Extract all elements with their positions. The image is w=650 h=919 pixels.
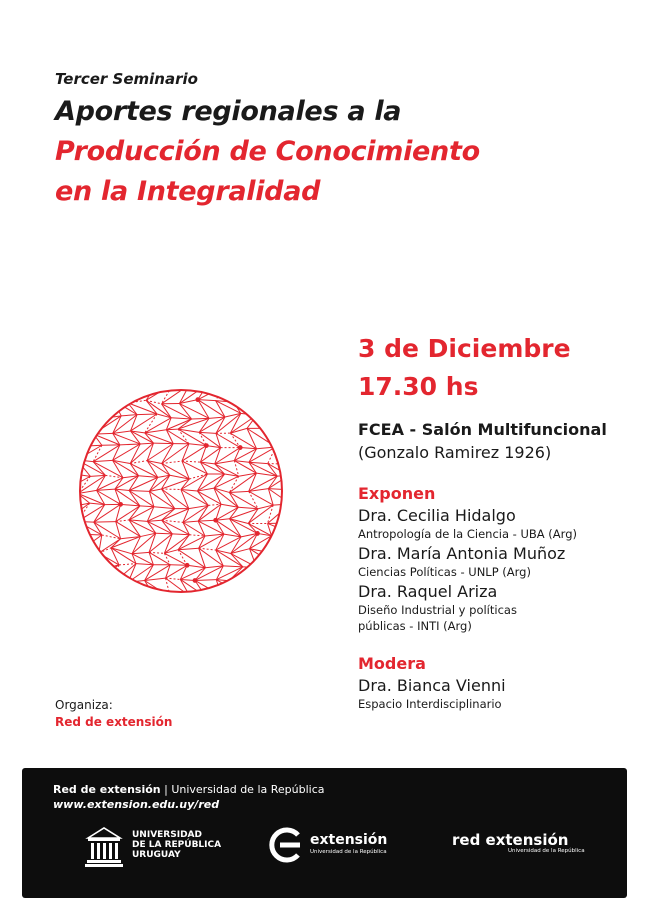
globe-mesh-line — [162, 489, 181, 490]
moderator-affiliation: Espacio Interdisciplinario — [358, 697, 502, 711]
globe-mesh-line — [129, 491, 140, 506]
globe-node — [204, 443, 209, 448]
globe-node — [118, 502, 123, 507]
globe-mesh-line — [113, 400, 128, 403]
globe-mesh-line — [249, 581, 272, 594]
globe-mesh-line — [86, 534, 102, 535]
globe-mesh-line — [120, 444, 140, 445]
globe-mesh-line — [94, 505, 105, 523]
globe-mesh-line — [166, 429, 178, 430]
seminar-title — [55, 92, 480, 212]
globe-mesh-line — [115, 582, 124, 594]
globe-mesh-line — [247, 400, 257, 416]
globe-mesh-line — [129, 491, 149, 492]
globe-mesh-line — [263, 428, 283, 433]
globe-mesh-line — [129, 507, 154, 520]
globe-mesh-line — [215, 464, 225, 474]
extension-logo — [268, 826, 398, 866]
globe-mesh-line — [273, 504, 284, 505]
speaker-affiliation-cont: públicas - INTI (Arg) — [358, 619, 472, 633]
globe-node — [185, 563, 190, 568]
udelar-line-3: URUGUAY — [132, 850, 181, 860]
globe-node — [193, 578, 198, 583]
globe-mesh-line — [182, 446, 206, 461]
globe-mesh-line — [113, 388, 139, 400]
globe-mesh-line — [181, 490, 208, 506]
red-extension-logo — [452, 831, 592, 861]
globe-mesh-line — [283, 464, 284, 475]
title-line-3: en la Integralidad — [55, 176, 321, 207]
extension-word: extensión — [310, 832, 388, 848]
globe-mesh-line — [147, 521, 172, 533]
globe-mesh-line — [257, 564, 275, 567]
globe-mesh-line — [267, 549, 280, 552]
globe-mesh-line — [197, 491, 208, 505]
moderator-heading: Modera — [358, 654, 426, 673]
globe-mesh-line — [229, 567, 256, 581]
globe-mesh-line — [267, 552, 274, 564]
globe-mesh-line — [229, 581, 240, 594]
globe-network-icon — [78, 388, 284, 594]
globe-mesh-line — [199, 432, 216, 433]
globe-mesh-line — [111, 548, 132, 554]
globe-mesh-line — [277, 475, 284, 476]
globe-mesh-line — [280, 549, 284, 565]
extension-subtitle: Universidad de la República — [310, 849, 387, 855]
footer-org — [53, 783, 325, 796]
globe-mesh-line — [247, 399, 266, 400]
footer-bar — [22, 768, 627, 898]
globe-mesh-line — [78, 503, 90, 507]
speaker-item — [358, 582, 638, 634]
globe-mesh-line — [94, 522, 116, 523]
speaker-item — [358, 544, 638, 580]
globe-node — [213, 518, 218, 523]
globe-mesh-line — [249, 581, 263, 582]
globe-mesh-line — [162, 444, 174, 464]
globe-mesh-line — [283, 523, 284, 533]
speaker-name: Dra. Raquel Ariza — [358, 582, 498, 601]
globe-mesh-line — [132, 552, 149, 553]
globe-mesh-line — [156, 533, 173, 534]
globe-mesh-line — [234, 400, 247, 403]
event-info — [358, 330, 638, 714]
organizer-label: Organiza: — [55, 698, 113, 712]
globe-mesh-line — [115, 582, 141, 594]
speaker-name: Dra. Cecilia Hidalgo — [358, 506, 516, 525]
globe-mesh-line — [221, 593, 240, 594]
speaker-name: Dra. María Antonia Muñoz — [358, 544, 566, 563]
globe-mesh-line — [162, 489, 175, 509]
organizer-block — [55, 697, 172, 731]
globe-mesh-line — [153, 443, 173, 444]
globe-mesh-line — [96, 568, 105, 579]
globe-mesh-line — [140, 443, 153, 444]
udelar-logo — [84, 824, 224, 870]
event-address: (Gonzalo Ramirez 1926) — [358, 443, 552, 462]
globe-mesh-line — [276, 445, 284, 447]
event-date: 3 de Diciembre — [358, 334, 571, 363]
globe-mesh-line — [137, 414, 157, 415]
footer-org-rest: | Universidad de la República — [160, 783, 325, 796]
globe-mesh-line — [90, 475, 105, 476]
globe-mesh-line — [140, 506, 154, 507]
globe-mesh-line — [86, 445, 102, 446]
globe-mesh-line — [162, 509, 175, 521]
globe-mesh-line — [179, 404, 191, 419]
globe-mesh-line — [283, 463, 284, 464]
globe-mesh-line — [268, 489, 282, 490]
globe-mesh-line — [223, 566, 243, 567]
globe-mesh-line — [170, 565, 187, 566]
red-extension-word: red extensión — [452, 831, 569, 849]
globe-mesh-line — [283, 504, 284, 523]
globe-mesh-line — [229, 581, 257, 594]
globe-mesh-line — [198, 400, 216, 401]
speaker-affiliation: Diseño Industrial y políticas — [358, 603, 517, 617]
speaker-affiliation: Antropología de la Ciencia - UBA (Arg) — [358, 527, 577, 541]
speaker-item — [358, 506, 638, 542]
seminar-kicker: Tercer Seminario — [55, 70, 198, 88]
globe-mesh-line — [230, 433, 240, 447]
globe-mesh-line — [178, 429, 189, 444]
moderator-name: Dra. Bianca Vienni — [358, 676, 506, 695]
globe-mesh-line — [195, 580, 216, 581]
globe-node — [195, 397, 200, 402]
globe-mesh-line — [180, 568, 205, 580]
globe-mesh-line — [249, 567, 257, 581]
globe-mesh-line — [195, 580, 206, 594]
globe-mesh-line — [283, 518, 284, 523]
footer-org-bold: Red de extensión — [53, 783, 161, 796]
speakers-heading: Exponen — [358, 484, 436, 503]
globe-mesh-line — [147, 509, 174, 522]
globe-mesh-line — [119, 564, 136, 565]
globe-mesh-line — [121, 415, 137, 416]
globe-mesh-line — [79, 534, 86, 552]
globe-mesh-line — [231, 554, 257, 568]
title-line-1: Aportes regionales a la — [55, 96, 402, 127]
globe-mesh-line — [172, 534, 189, 535]
speaker-affiliation: Ciencias Políticas - UNLP (Arg) — [358, 565, 531, 579]
udelar-text — [132, 830, 221, 860]
globe-mesh-line — [145, 414, 157, 433]
globe-mesh-line — [178, 418, 209, 429]
globe-mesh-line — [78, 568, 105, 580]
globe-mesh-line — [283, 523, 284, 533]
globe-mesh-line — [280, 549, 284, 564]
udelar-line-1: UNIVERSIDAD — [132, 830, 202, 840]
globe-mesh-line — [198, 505, 208, 521]
globe-mesh-line — [197, 491, 221, 504]
globe-node — [238, 445, 243, 450]
header — [55, 70, 480, 212]
organizer-name: Red de extensión — [55, 715, 173, 729]
globe-mesh-line — [198, 520, 215, 521]
globe-mesh-line — [216, 580, 239, 594]
globe-mesh-line — [78, 446, 86, 458]
university-building-icon — [84, 824, 124, 868]
globe-mesh-line — [121, 504, 140, 506]
title-line-2: Producción de Conocimiento — [55, 136, 480, 167]
globe-mesh-line — [249, 581, 258, 594]
red-extension-subtitle: Universidad de la República — [508, 848, 585, 854]
event-time: 17.30 hs — [358, 372, 479, 401]
event-venue: FCEA - Salón Multifuncional — [358, 420, 607, 439]
globe-node — [255, 531, 260, 536]
globe-mesh-line — [162, 520, 173, 534]
footer-url[interactable]: www.extension.edu.uy/red — [53, 798, 220, 811]
globe-mesh-line — [247, 400, 273, 416]
globe-mesh-line — [96, 565, 120, 579]
globe-mesh-line — [283, 464, 284, 477]
extension-ring-icon — [268, 826, 306, 864]
globe-mesh-line — [128, 582, 140, 594]
globe-mesh-line — [129, 506, 140, 520]
udelar-line-2: DE LA REPÚBLICA — [132, 840, 222, 850]
globe-mesh-line — [93, 460, 112, 461]
globe-mesh-line — [78, 521, 94, 522]
globe-mesh-line — [267, 552, 284, 564]
event-venue-block — [358, 418, 638, 464]
globe-mesh-line — [229, 491, 248, 492]
globe-mesh-line — [78, 534, 86, 549]
globe-mesh-line — [93, 462, 105, 476]
